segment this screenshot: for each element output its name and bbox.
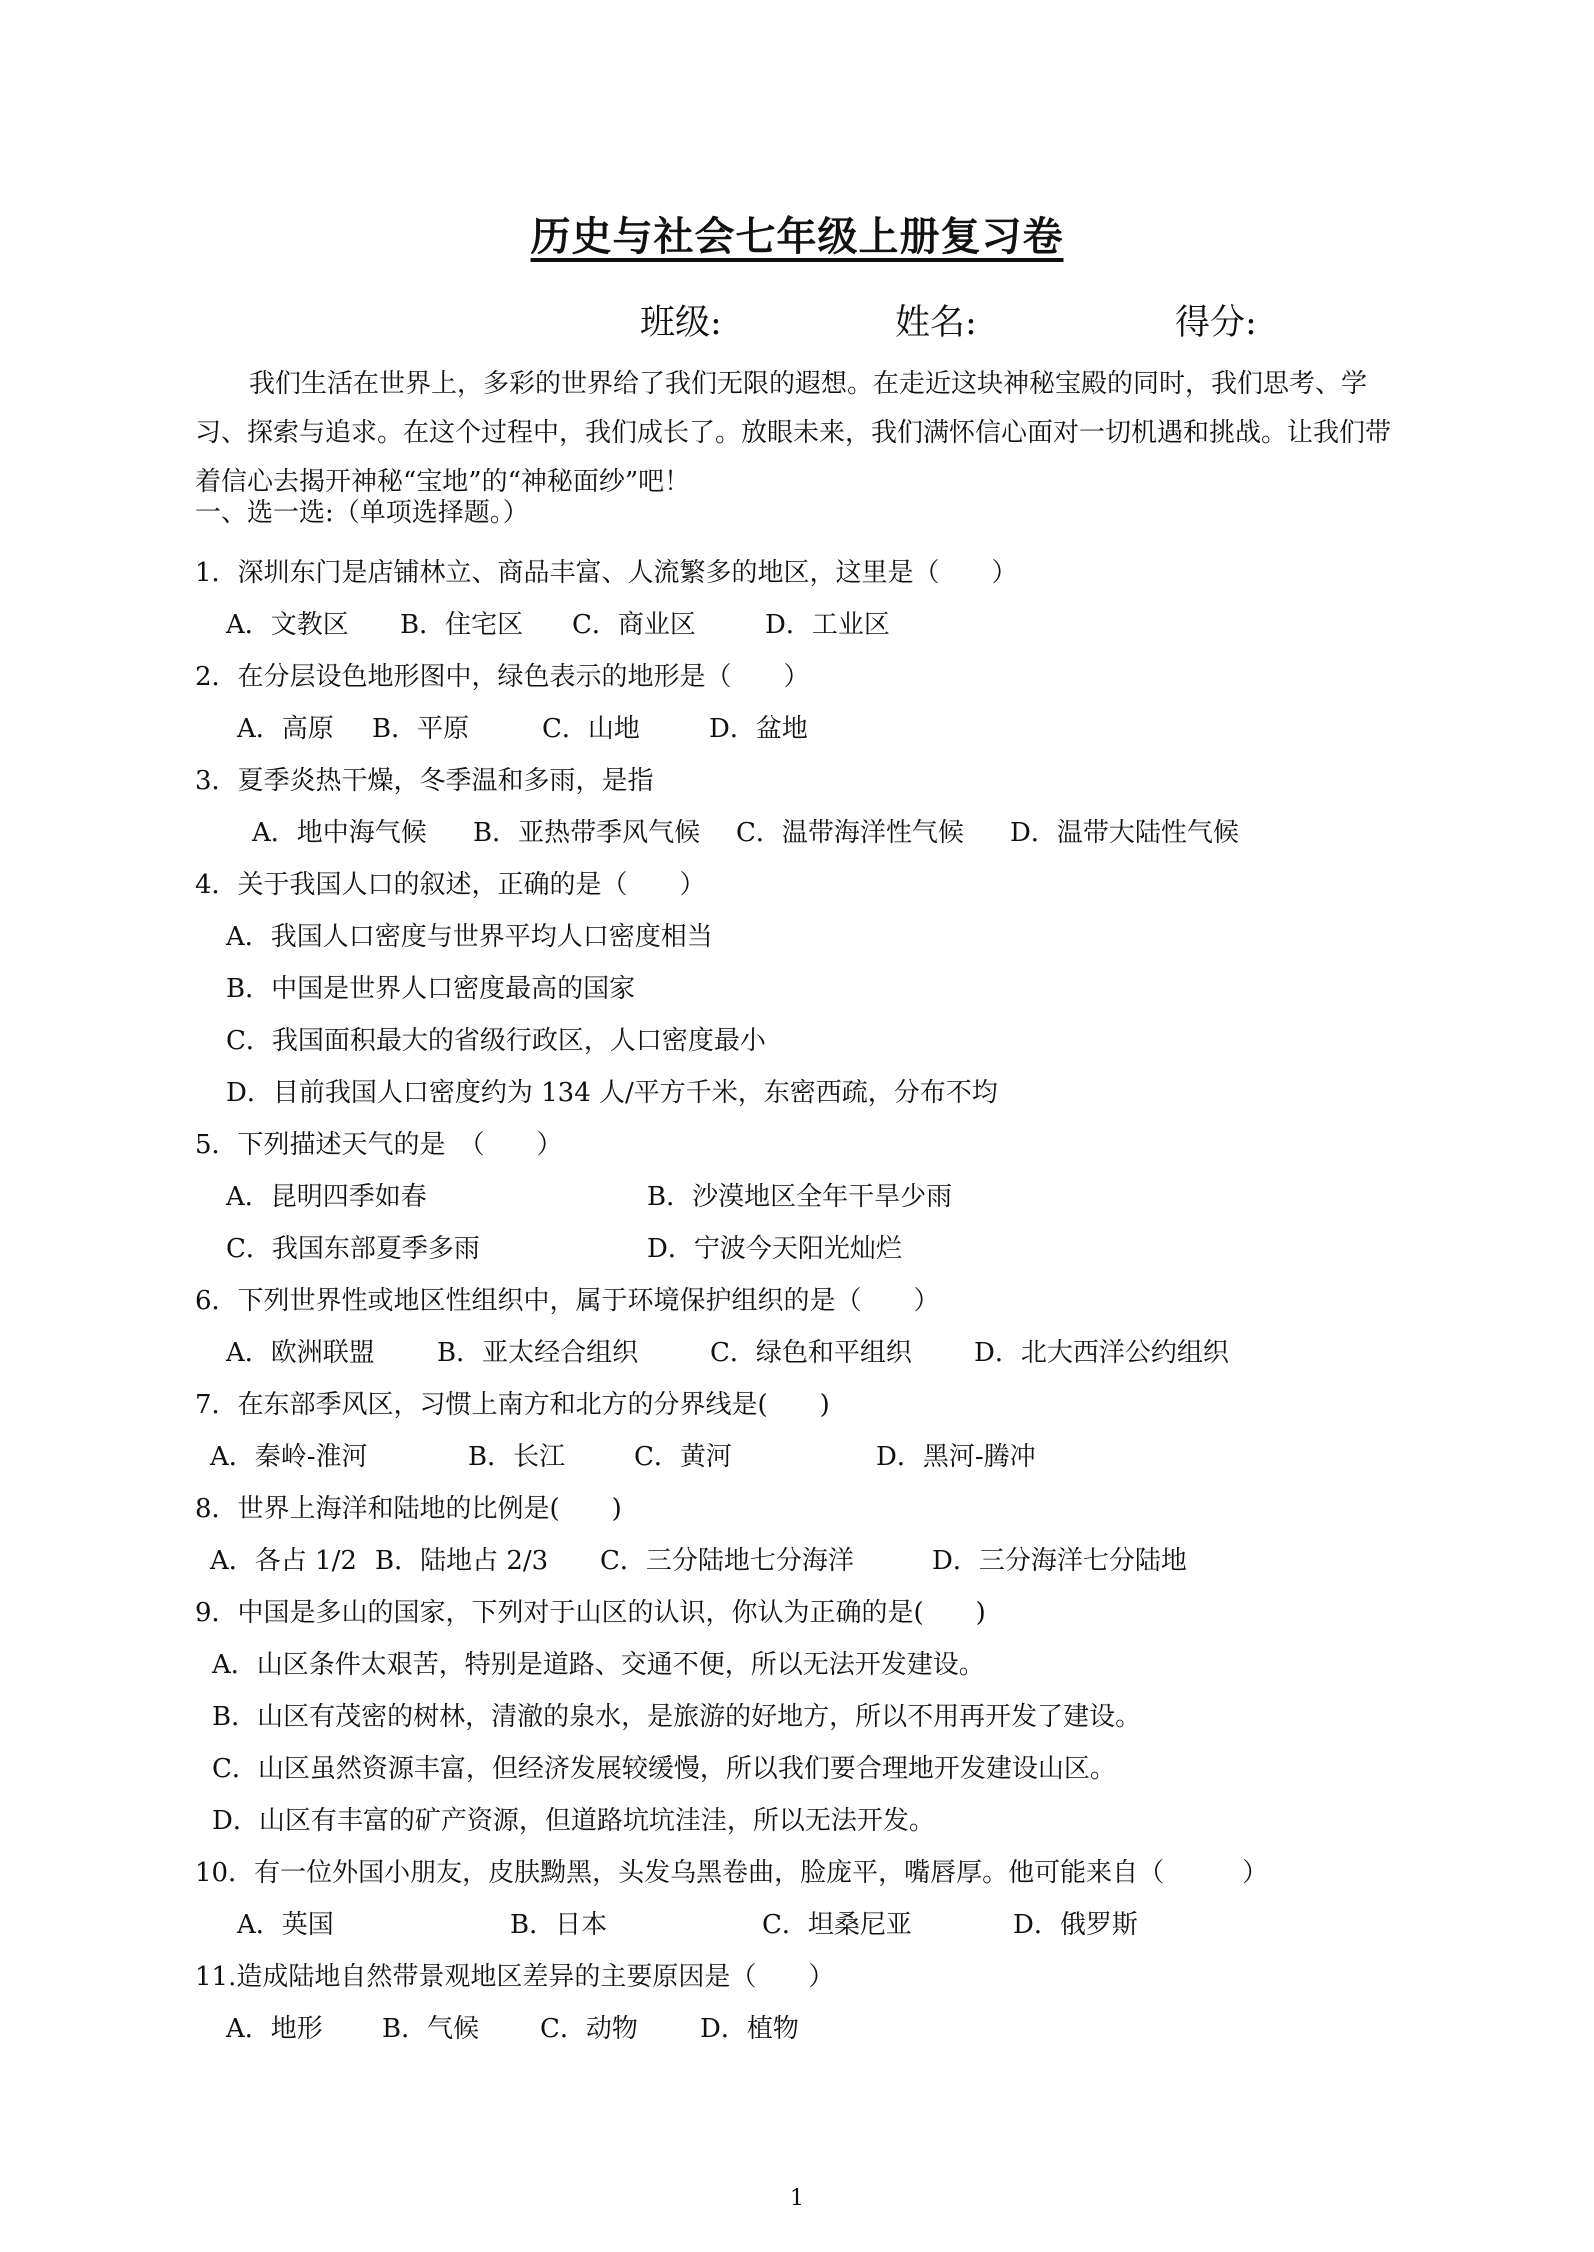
option-c: C．山地 [542,714,640,744]
option-a: A．昆明四季如春 [226,1182,427,1212]
name-label: 姓名: [895,303,977,343]
option-d: D．温带大陆性气候 [1010,818,1239,848]
option-a: A．欧洲联盟 [226,1338,375,1368]
page-title: 历史与社会七年级上册复习卷 [530,214,1064,260]
question-stem: 7．在东部季风区，习惯上南方和北方的分界线是( ) [195,1390,830,1420]
option-d: D．宁波今天阳光灿烂 [647,1234,902,1264]
option-b: B．气候 [382,2014,480,2044]
question-stem: 10．有一位外国小朋友，皮肤黝黑，头发乌黑卷曲，脸庞平，嘴唇厚。他可能来自（ ） [195,1858,1269,1888]
question-stem: 2．在分层设色地形图中，绿色表示的地形是（ ） [195,662,810,692]
question-stem: 5．下列描述天气的是 （ ） [195,1130,563,1160]
option-c: C．黄河 [634,1442,732,1472]
option-b: B．山区有茂密的树林，清澈的泉水，是旅游的好地方，所以不用再开发了建设。 [212,1702,1142,1732]
option-a: A．高原 [237,714,334,744]
option-b: B．亚太经合组织 [437,1338,639,1368]
option-d: D．工业区 [765,610,890,640]
question-stem: 6．下列世界性或地区性组织中，属于环境保护组织的是（ ） [195,1286,940,1316]
option-d: D．三分海洋七分陆地 [932,1546,1187,1576]
question-stem: 3．夏季炎热干燥，冬季温和多雨，是指 [195,766,654,796]
option-b: B．日本 [510,1910,608,1940]
option-c: C．动物 [540,2014,638,2044]
option-d: D．黑河-腾冲 [876,1442,1036,1472]
option-a: A．秦岭-淮河 [210,1442,368,1472]
option-d: D．目前我国人口密度约为 134 人/平方千米，东密西疏，分布不均 [226,1078,998,1108]
option-a: A．我国人口密度与世界平均人口密度相当 [226,922,713,952]
option-d: D．盆地 [709,714,808,744]
section-title: 一、选一选:（单项选择题。） [195,498,529,528]
option-c: C．三分陆地七分海洋 [600,1546,854,1576]
question-stem: 4．关于我国人口的叙述，正确的是（ ） [195,870,706,900]
score-label: 得分: [1175,303,1257,343]
option-a: A．山区条件太艰苦，特别是道路、交通不便，所以无法开发建设。 [212,1650,985,1680]
question-stem: 11.造成陆地自然带景观地区差异的主要原因是（ ） [195,1962,835,1992]
option-b: B．中国是世界人口密度最高的国家 [226,974,636,1004]
option-c: C．温带海洋性气候 [736,818,964,848]
option-a: A．英国 [237,1910,334,1940]
question-stem: 8．世界上海洋和陆地的比例是( ) [195,1494,622,1524]
option-c: C．我国面积最大的省级行政区，人口密度最小 [226,1026,766,1056]
option-d: D．北大西洋公约组织 [974,1338,1229,1368]
option-d: D．植物 [700,2014,799,2044]
option-d: D．山区有丰富的矿产资源，但道路坑坑洼洼，所以无法开发。 [212,1806,935,1836]
question-stem: 1．深圳东门是店铺林立、商品丰富、人流繁多的地区，这里是（ ） [195,558,1018,588]
option-b: B．陆地占 2/3 [375,1546,549,1576]
option-c: C．山区虽然资源丰富，但经济发展较缓慢，所以我们要合理地开发建设山区。 [212,1754,1116,1784]
option-b: B．沙漠地区全年干旱少雨 [647,1182,953,1212]
option-b: B．亚热带季风气候 [473,818,701,848]
option-c: C．绿色和平组织 [710,1338,912,1368]
page-number: 1 [790,2186,804,2211]
option-b: B．住宅区 [400,610,524,640]
option-b: B．长江 [468,1442,566,1472]
option-d: D．俄罗斯 [1013,1910,1138,1940]
option-a: A．文教区 [226,610,349,640]
question-stem: 9．中国是多山的国家，下列对于山区的认识，你认为正确的是( ) [195,1598,986,1628]
option-c: C．我国东部夏季多雨 [226,1234,480,1264]
option-a: A．地中海气候 [252,818,427,848]
option-a: A．各占 1/2 [210,1546,357,1576]
class-label: 班级: [640,303,722,343]
option-c: C．商业区 [572,610,696,640]
option-b: B．平原 [372,714,470,744]
option-a: A．地形 [226,2014,323,2044]
intro-paragraph: 我们生活在世界上，多彩的世界给了我们无限的遐想。在走近这块神秘宝殿的同时，我们思考、学习、探索与追求。在这个过程中，我们成长了。放眼未来，我们满怀信心面对一切机遇和挑战。让我们带着信心去揭开神秘“宝地”的“神秘面纱”吧！ [195,369,1392,497]
option-c: C．坦桑尼亚 [762,1910,912,1940]
